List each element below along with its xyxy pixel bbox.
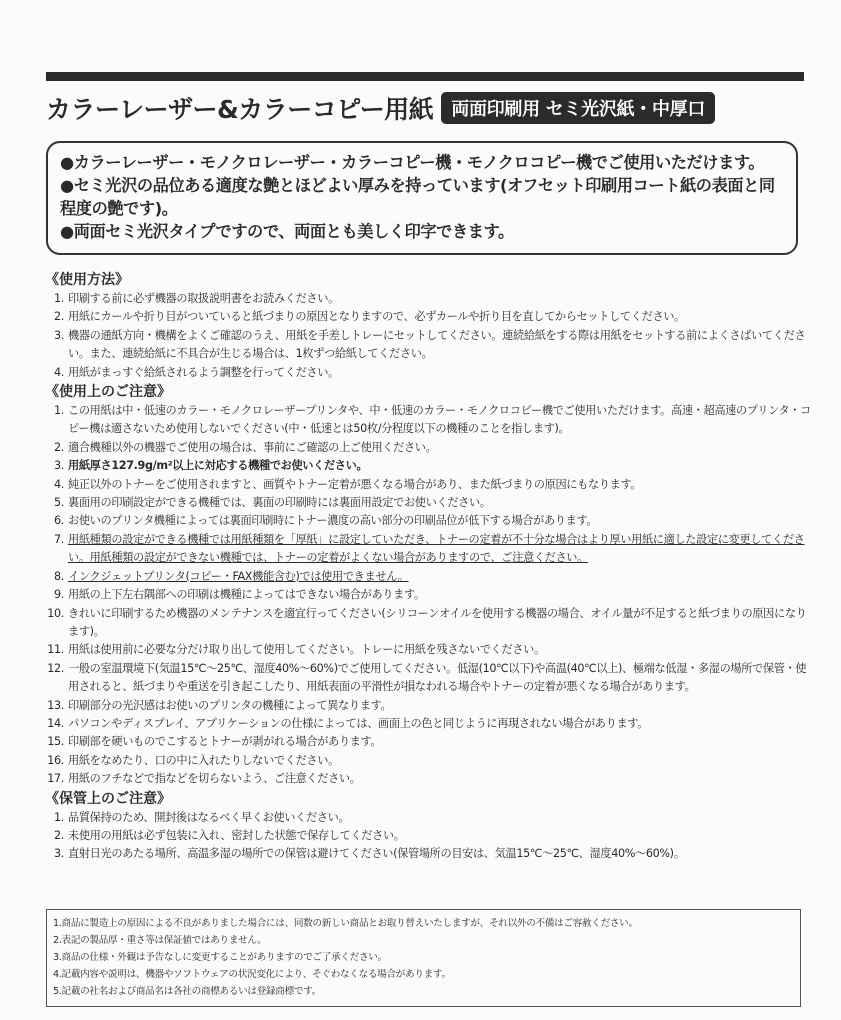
item-number: 16. <box>47 753 64 767</box>
item-text: 一般の室温環境下(気温15℃～25℃、湿度40%～60%)でご使用してください。低湿(10℃以下)や高温(40℃以上)、極端な低湿・多湿の場所で保管・使用されると、紙づまりや重送を引き起こしたり、用紙表面の平滑性が損なわれる場合やトナーの定着が悪くなる場合があります。 <box>68 661 807 694</box>
item-number: 11. <box>47 643 64 657</box>
cautions-list <box>44 402 814 789</box>
item-text: 印刷する前に必ず機器の取扱説明書をお読みください。 <box>68 292 339 305</box>
cautions-item <box>44 715 814 733</box>
usage-item <box>44 327 814 364</box>
feature-item <box>60 174 786 220</box>
item-number: 13. <box>47 698 64 712</box>
top-rule <box>46 72 804 81</box>
item-text: きれいに印刷するため機器のメンテナンスを適宜行ってください(シリコーンオイルを使用する機器の場合、オイル量が不足すると紙づまりの原因になります)。 <box>68 606 807 638</box>
storage-heading: 《保管上のご注意》 <box>45 790 171 807</box>
note-item: 1.商品に製造上の原因による不良がありました場合には、同数の新しい商品とお取り替えいたしますが、それ以外の不備はご容赦ください。 <box>53 918 638 929</box>
cautions-item <box>44 568 814 586</box>
cautions-item <box>44 476 814 494</box>
page-title: カラーレーザー&カラーコピー用紙 <box>46 95 434 124</box>
cautions-item <box>44 641 814 659</box>
cautions-item <box>44 494 814 512</box>
item-number: 5. <box>54 496 64 510</box>
item-text: 品質保持のため、開封後はなるべく早くお使いください。 <box>68 810 350 824</box>
cautions-item <box>44 439 814 457</box>
item-number: 3. <box>54 847 64 861</box>
feature-text: ●両面セミ光沢タイプですので、両面とも美しく印字できます。 <box>60 222 514 241</box>
cautions-item <box>44 586 814 604</box>
item-number: 9. <box>54 588 64 602</box>
item-text: 裏面用の印刷設定ができる機種では、裏面の印刷時には裏面用設定でお使いください。 <box>68 496 491 510</box>
note-item: 5.記載の社名および商品名は各社の商標あるいは登録商標です。 <box>53 986 322 997</box>
item-text: 用紙種類の設定ができる機種では用紙種類を「厚紙」に設定していただき、トナーの定着が不十分な場合はより厚い用紙に適した設定に変更してください。用紙種類の設定ができない機種では、トナーの定着がよくない場合がありますので、ご注意ください。 <box>68 532 805 565</box>
feature-text: ●セミ光沢の品位ある適度な艶とほどよい厚みを持っています(オフセット印刷用コート紙の表面と同程度の艶です)。 <box>60 176 775 218</box>
product-type-badge: 両面印刷用 セミ光沢紙・中厚口 <box>441 92 715 124</box>
notes-box <box>46 909 801 1007</box>
item-number: 2. <box>54 310 64 324</box>
item-text: 用紙にカールや折り目がついていると紙づまりの原因となりますので、必ずカールや折り目を直してからセットしてください。 <box>68 310 685 324</box>
cautions-item <box>44 402 814 439</box>
item-text: 純正以外のトナーをご使用されますと、画質やトナー定着が悪くなる場合があり、また紙づまりの原因にもなります。 <box>68 477 642 491</box>
item-text: 未使用の用紙は必ず包装に入れ、密封した状態で保存してください。 <box>68 828 405 842</box>
item-text: 用紙がまっすぐ給紙されるよう調整を行ってください。 <box>68 365 339 379</box>
item-text: 用紙のフチなどで指などを切らないよう、ご注意ください。 <box>68 772 361 786</box>
usage-item <box>44 290 814 308</box>
cautions-item <box>44 752 814 770</box>
main-content <box>44 270 814 864</box>
item-number: 1. <box>54 810 64 824</box>
cautions-item <box>44 512 814 530</box>
item-text: パソコンやディスプレイ、アプリケーションの仕様によっては、画面上の色と同じように再現されない場合があります。 <box>68 716 649 730</box>
item-number: 1. <box>54 292 64 305</box>
item-number: 3. <box>54 328 64 342</box>
item-text: お使いのプリンタ機種によっては裏面印刷時にトナー濃度の高い部分の印刷品位が低下する場合があります。 <box>68 514 598 528</box>
cautions-item <box>44 660 814 697</box>
item-number: 10. <box>47 606 64 620</box>
item-number: 12. <box>47 661 64 675</box>
feature-text: ●カラーレーザー・モノクロレーザー・カラーコピー機・モノクロコピー機でご使用いただけます。 <box>60 153 765 172</box>
storage-item <box>44 809 814 827</box>
item-number: 2. <box>54 828 64 842</box>
item-number: 7. <box>54 532 64 546</box>
cautions-heading: 《使用上のご注意》 <box>45 384 171 401</box>
item-text: 用紙をなめたり、口の中に入れたりしないでください。 <box>68 753 339 767</box>
item-text: 用紙は使用前に必要な分だけ取り出して使用してください。トレーに用紙を残さないでください。 <box>68 643 545 657</box>
item-text: 適合機種以外の機器でご使用の場合は、事前にご確認の上ご使用ください。 <box>68 440 437 454</box>
usage-item <box>44 308 814 326</box>
item-text: 印刷部分の光沢感はお使いのプリンタの機種によって異なります。 <box>68 698 392 712</box>
item-number: 2. <box>54 440 64 454</box>
item-text: 用紙の上下左右隅部への印刷は機種によってはできない場合があります。 <box>68 588 425 602</box>
item-number: 4. <box>54 477 64 491</box>
item-text: インクジェットプリンタ(コピー・FAX機能含む)では使用できません。 <box>68 569 409 583</box>
usage-item <box>44 364 814 382</box>
item-text: 用紙厚さ127.9g/m²以上に対応する機種でお使いください。 <box>68 459 368 473</box>
note-item: 2.表記の製品厚・重さ等は保証値ではありません。 <box>53 935 267 946</box>
item-text: 印刷部を硬いものでこするとトナーが剥がれる場合があります。 <box>68 735 382 749</box>
item-text: 直射日光のあたる場所、高温多湿の場所での保管は避けてください(保管場所の目安は、気温15℃～25℃、湿度40%～60%)。 <box>68 847 685 861</box>
cautions-item <box>44 697 814 715</box>
storage-list <box>44 809 814 864</box>
cautions-item <box>44 531 814 568</box>
usage-list <box>44 290 814 382</box>
item-number: 8. <box>54 569 64 583</box>
item-number: 6. <box>54 514 64 528</box>
item-number: 14. <box>47 716 64 730</box>
item-number: 3. <box>54 459 64 473</box>
note-item: 4.記載内容や説明は、機器やソフトウェアの状況変化により、そぐわなくなる場合があります。 <box>53 969 451 980</box>
item-text: 機器の通紙方向・機構をよくご確認のうえ、用紙を手差しトレーにセットしてください。連続給紙をする際は用紙をセットする前によくさばいてください。また、連続給紙に不具合が生じる場合は、1枚ずつ給紙してください。 <box>68 328 806 361</box>
storage-item <box>44 845 814 863</box>
cautions-item <box>44 733 814 751</box>
header <box>46 86 816 130</box>
note-item: 3.商品の仕様・外観は予告なしに変更することがありますのでご了承ください。 <box>53 952 387 963</box>
usage-heading: 《使用方法》 <box>45 272 129 288</box>
item-number: 1. <box>54 404 64 418</box>
cautions-item <box>44 770 814 788</box>
storage-item <box>44 827 814 845</box>
item-text: この用紙は中・低速のカラー・モノクロレーザープリンタや、中・低速のカラー・モノクロコピー機でご使用いただけます。高速・超高速のプリンタ・コピー機は適さないため使用しないでください(中・低速とは50枚/分程度以下の機種のことを指します)。 <box>68 404 811 436</box>
feature-box <box>46 141 798 255</box>
feature-item <box>60 220 786 243</box>
item-number: 17. <box>47 772 64 786</box>
cautions-item <box>44 457 814 475</box>
cautions-item <box>44 605 814 642</box>
feature-item <box>60 151 786 174</box>
item-number: 4. <box>54 365 64 379</box>
item-number: 15. <box>47 735 64 749</box>
